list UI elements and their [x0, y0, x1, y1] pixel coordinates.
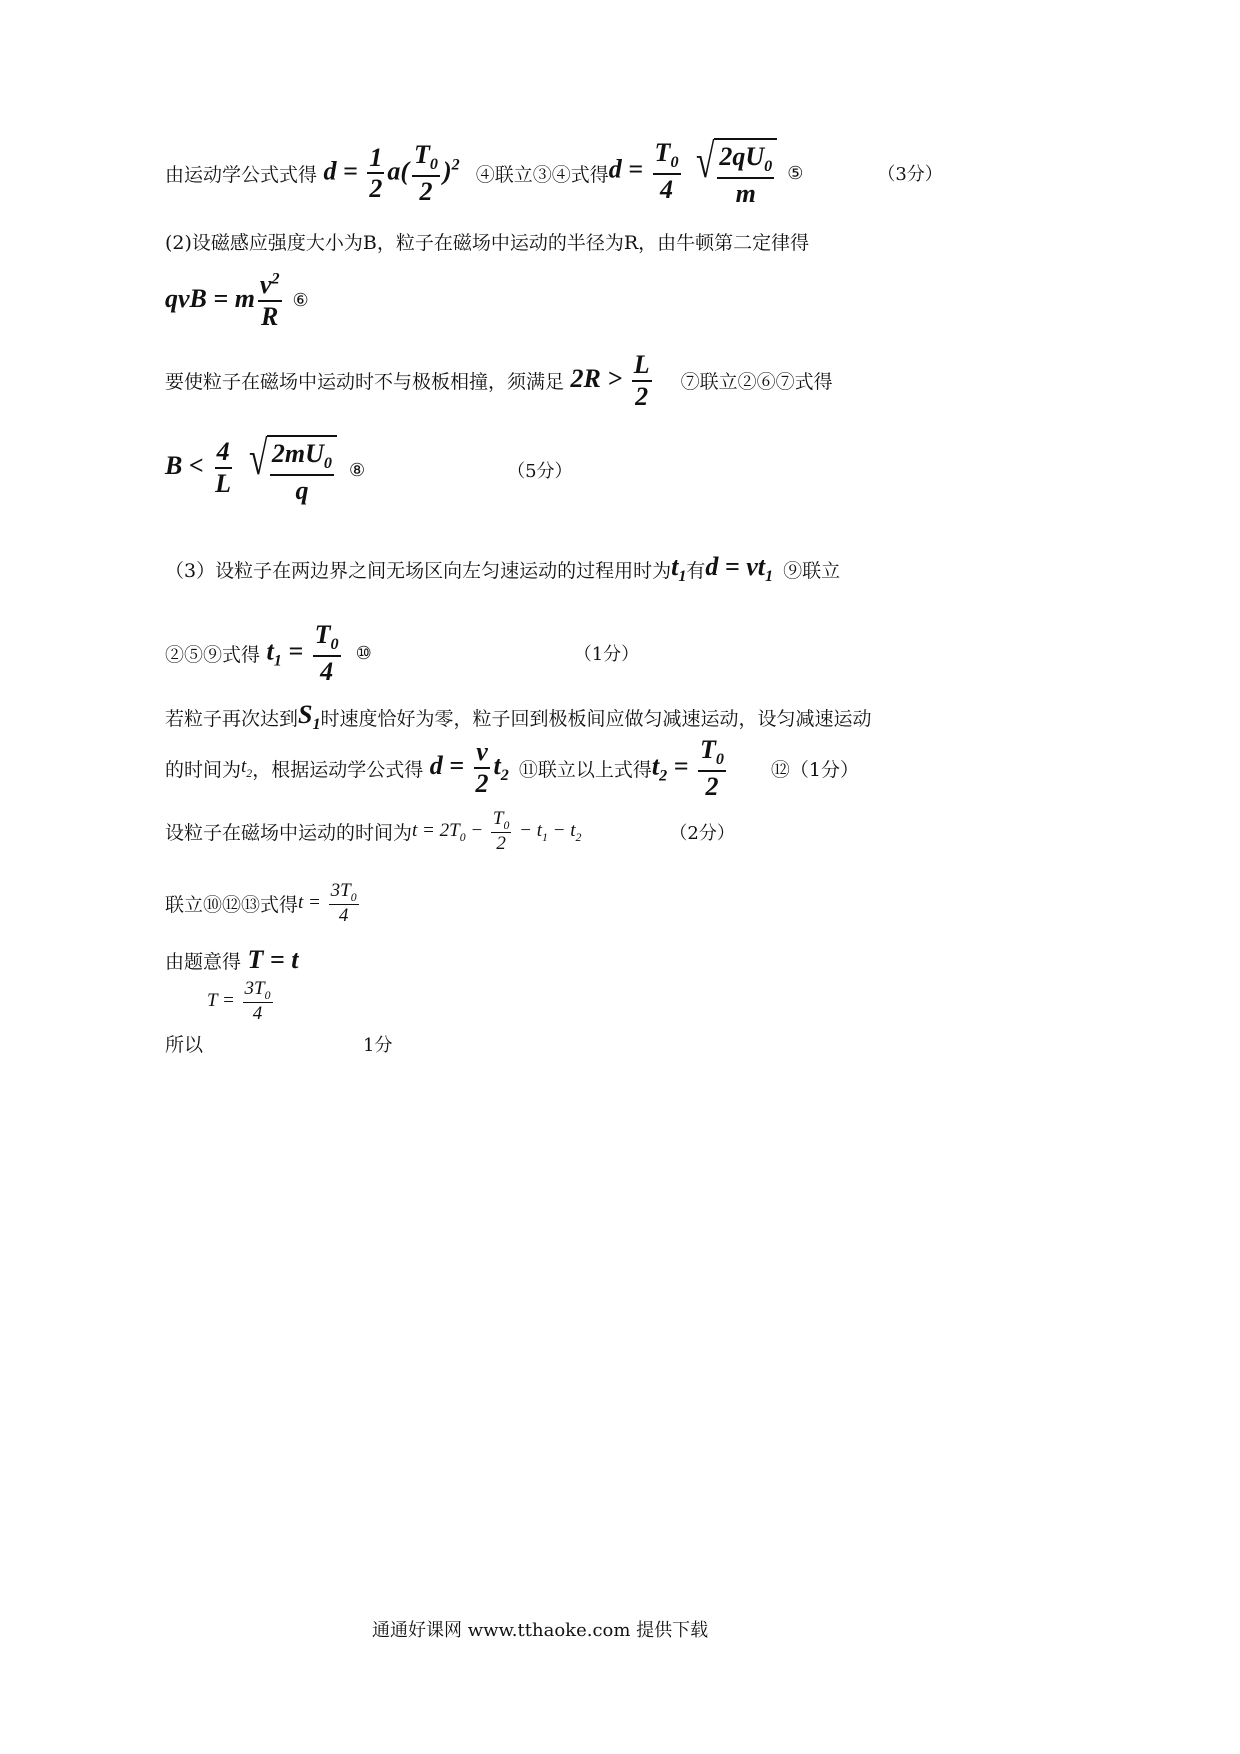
- solution-line-5: [165, 432, 573, 506]
- formula-lorentz: qvB = m $\frac{v^2}{R}$: [165, 270, 280, 331]
- solution-line-10: [165, 808, 735, 855]
- text: ，根据运动学公式得: [252, 758, 424, 781]
- text: ⑨联立: [783, 559, 841, 582]
- formula-B-bound: B < $\frac{4}{L}$ √ $\frac{2mU_0}{q}$: [165, 435, 337, 506]
- text: 要使粒子在磁场中运动时不与极板相撞，须满足: [165, 371, 565, 394]
- solution-line-11: [165, 880, 362, 927]
- text: 联立⑩⑫⑬式得: [165, 894, 299, 917]
- score-label: （1分）: [573, 644, 640, 666]
- text: 由题意得: [165, 950, 242, 973]
- equation-number: ⑧: [348, 459, 366, 481]
- text: ②⑤⑨式得: [165, 643, 261, 666]
- formula-d-kinematics: d = $\frac{1}{2}$ a( $\frac{T_0}{2}$ )$^2$: [317, 140, 460, 206]
- formula-T-equals-t: T = t: [241, 945, 299, 974]
- score-label: （3分）: [877, 164, 943, 186]
- text: ⑫（1分）: [770, 758, 860, 781]
- equation-number: ⑥: [292, 290, 309, 312]
- solution-line-8: [165, 700, 872, 734]
- text: ⑪联立以上式得: [518, 758, 652, 781]
- score-label: （2分）: [669, 822, 735, 844]
- solution-line-13-label: [165, 1030, 392, 1057]
- formula-condition: 2R > $\frac{L}{2}$: [564, 350, 650, 411]
- formula-d-vt2: d = $\frac{v}{2}$ $t_2$: [423, 737, 509, 799]
- score-label: 1分: [363, 1034, 393, 1056]
- symbol-t1: $t_1$: [671, 552, 687, 586]
- symbol-t2: $t_2$: [241, 755, 253, 780]
- solution-line-12: [165, 945, 298, 975]
- text: 时速度恰好为零，粒子回到极板间应做匀减速运动，设匀减速运动: [320, 707, 872, 730]
- formula-d-vt1: $d = vt_1$: [705, 552, 774, 586]
- text: ④联立③④式得: [475, 163, 609, 186]
- solution-line-2: [165, 228, 809, 255]
- formula-t2: $t_2$ = $\frac{T_0}{2}$: [651, 735, 724, 801]
- text: 有: [686, 559, 706, 582]
- text: 所以: [165, 1034, 204, 1056]
- solution-line-9: [165, 735, 859, 802]
- solution-line-7: [165, 620, 639, 687]
- equation-number: ⑩: [355, 642, 372, 664]
- formula-t-sum: $t = 2T_0$ − $\frac{T_0}{2}$ − $t_1 - t_2$: [412, 808, 582, 855]
- solution-line-1: [165, 135, 943, 209]
- text: 由运动学公式式得: [165, 163, 318, 186]
- text: (2)设磁感应强度大小为B，粒子在磁场中运动的半径为R，由牛顿第二定律得: [165, 232, 810, 254]
- footer-source: 通通好课网 www.tthaoke.com 提供下载: [372, 1620, 709, 1641]
- formula-T-result: T = $\frac{3T_0}{4}$: [207, 978, 271, 1025]
- text: 若粒子再次达到: [165, 707, 299, 730]
- solution-line-3: [165, 270, 311, 332]
- solution-line-13: [207, 978, 276, 1025]
- formula-t-result: t = $\frac{3T_0}{4}$: [298, 880, 357, 927]
- formula-t1: $t_1$ = $\frac{T_0}{4}$: [260, 620, 339, 686]
- text: 设粒子在磁场中运动的时间为: [165, 822, 413, 845]
- score-label: （5分）: [507, 461, 573, 483]
- formula-d-result: d = $\frac{T_0}{4}$ √ $\frac{2qU_0}{m}$: [609, 138, 777, 209]
- text: （3）设粒子在两边界之间无场区向左匀速运动的过程用时为: [165, 559, 672, 582]
- text: 的时间为: [165, 758, 242, 781]
- solution-line-6: [165, 552, 840, 586]
- symbol-S1: $S_1$: [298, 700, 321, 734]
- text: ⑦联立②⑥⑦式得: [680, 371, 833, 394]
- solution-line-4: [165, 350, 833, 412]
- equation-number: ⑤: [787, 162, 804, 184]
